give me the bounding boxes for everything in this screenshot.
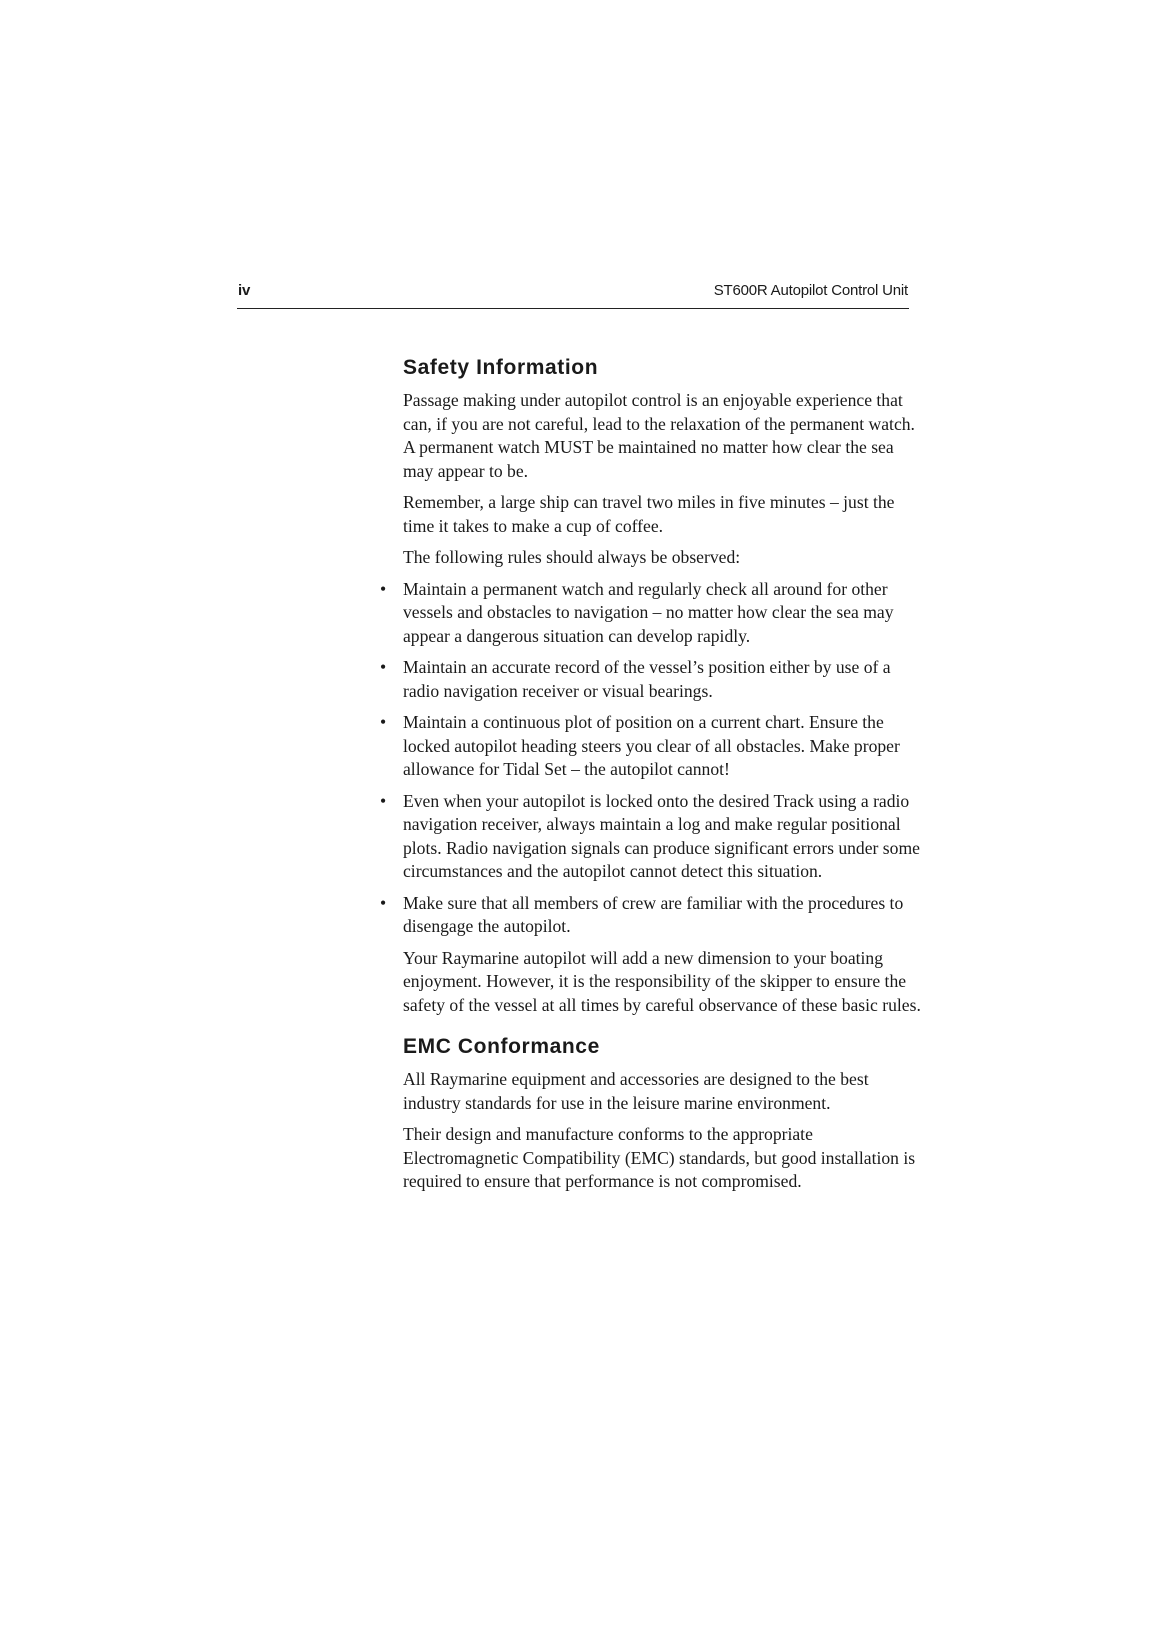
list-item [380,790,923,884]
safety-paragraph: Passage making under autopilot control is an enjoyable experience that can, if you are not careful, lead to the relaxation of the permanent watch. A permanent watch MUST be maintained no matter how clear the sea may appear to be. [403,390,915,481]
list-item [380,711,923,782]
emc-heading: EMC Conformance [403,1035,600,1058]
emc-section [403,1034,923,1194]
safety-paragraph: Remember, a large ship can travel two miles in five minutes – just the time it takes to make a cup of coffee. [403,492,895,536]
rules-intro: The following rules should always be observed: [403,547,741,567]
page-header [237,280,909,309]
page-content [380,355,923,1202]
rule-text: Maintain a continuous plot of position on a current chart. Ensure the locked autopilot heading steers you clear of all obstacles. Make proper allowance for Tidal Set – the autopilot cannot! [403,712,900,779]
safety-rules-list [380,578,923,939]
list-item [380,656,923,703]
bullet-icon: • [380,712,387,732]
bullet-icon: • [380,790,387,811]
rule-text: Make sure that all members of crew are familiar with the procedures to disengage the autopilot. [403,892,904,936]
emc-paragraph: All Raymarine equipment and accessories are designed to the best industry standards for use in the leisure marine environment. [403,1069,869,1113]
rule-text: Maintain a permanent watch and regularly check all around for other vessels and obstacles to navigation – no matter how clear the sea may appear a dangerous situation can develop rapidly. [403,578,894,646]
safety-heading: Safety Information [403,356,599,379]
emc-paragraph: Their design and manufacture conforms to the appropriate Electromagnetic Compatibility (EMC) standards, but good installation is required to ensure that performance is not compromised. [403,1124,916,1191]
page-number: iv [238,282,251,299]
safety-section [380,355,923,1017]
document-title: ST600R Autopilot Control Unit [713,282,908,299]
bullet-icon: • [380,892,387,913]
rule-text: Even when your autopilot is locked onto the desired Track using a radio navigation receiver, always maintain a log and make regular positional plots. Radio navigation signals can produce significant errors under some circumstances and the autopilot cannot detect this situation. [403,790,920,881]
rule-text: Maintain an accurate record of the vessel’s position either by use of a radio navigation receiver or visual bearings. [403,657,891,701]
bullet-icon: • [380,657,387,677]
bullet-icon: • [380,578,387,599]
safety-closing-paragraph: Your Raymarine autopilot will add a new dimension to your boating enjoyment. However, it is the responsibility of the skipper to ensure the safety of the vessel at all times by careful observance of these basic rules. [403,947,921,1015]
list-item [380,892,923,939]
list-item [380,578,923,649]
